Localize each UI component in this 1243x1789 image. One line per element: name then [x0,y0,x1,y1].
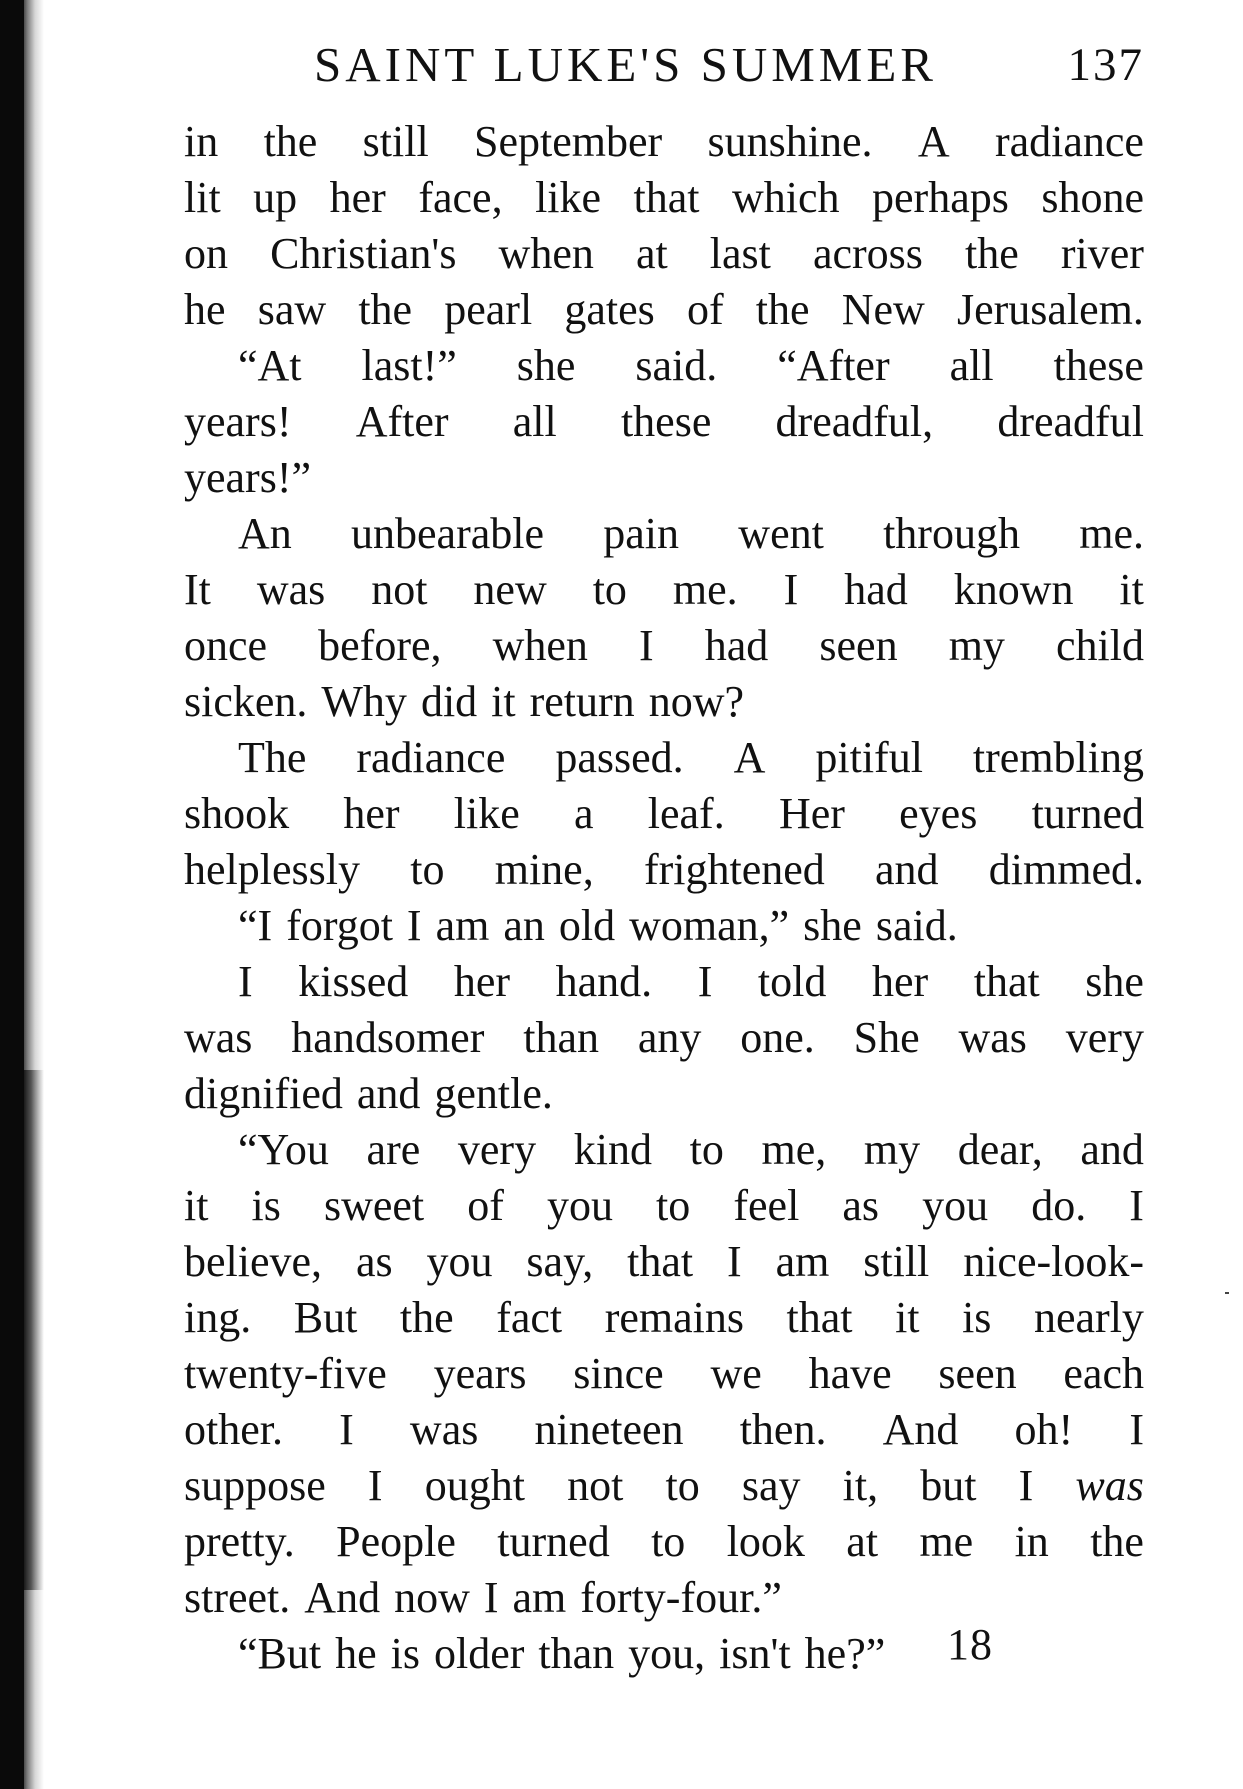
running-title: SAINT LUKE'S SUMMER [314,37,937,92]
word: saw [257,285,327,334]
text-line [184,1626,1144,1682]
word: before, [318,621,442,670]
word: it [895,1293,920,1342]
word: did [420,677,478,726]
word: dear, [957,1125,1043,1174]
word: But [293,1293,358,1342]
word: shook [184,789,290,838]
word: now [394,1573,470,1622]
running-head [184,30,1144,100]
word: but [920,1461,977,1510]
word: nineteen [534,1405,684,1454]
word: it [1119,565,1144,614]
word: said. [875,901,958,950]
word: the [1090,1517,1144,1566]
word: said. [635,341,718,390]
word: leaf. [647,789,725,838]
word: Her [778,789,845,838]
word: child [1056,621,1144,670]
word: an [503,901,545,950]
word: the [263,117,318,166]
word: me. [1079,509,1144,558]
word: People [336,1517,456,1566]
word: me [919,1517,974,1566]
word: at [846,1517,879,1566]
word: to [651,1517,686,1566]
text-line [184,1570,1144,1626]
word: she [803,901,862,950]
text-line [184,338,1144,394]
word: face, [418,173,503,222]
word: I [406,901,422,950]
text-line [184,1514,1144,1570]
word: when [492,621,588,670]
word: up [253,173,298,222]
word: last!” [361,341,457,390]
text-line [184,786,1144,842]
word: not [371,565,428,614]
word: the [399,1293,454,1342]
word: am [512,1573,567,1622]
word: handsomer [291,1013,485,1062]
word: was [1075,1461,1144,1510]
word: do. [1031,1181,1087,1230]
word: went [738,509,824,558]
word: I [639,621,654,670]
word: trembling [972,733,1144,782]
word: September [474,117,663,166]
word: “After [777,341,890,390]
word: through [883,509,1020,558]
word: is [390,1629,420,1678]
word: a [574,789,594,838]
word: hand. [555,957,653,1006]
word: Christian's [270,229,457,278]
word: now? [648,677,744,726]
text-line [184,282,1144,338]
word: kissed [298,957,409,1006]
word: was [409,1405,479,1454]
word: it, [842,1461,879,1510]
word: believe, [184,1237,323,1286]
word: to [689,1125,724,1174]
text-line [184,1178,1144,1234]
text-line [184,506,1144,562]
word: was [184,1013,253,1062]
word: are [366,1125,421,1174]
word: it [184,1181,209,1230]
word: one. [740,1013,815,1062]
word: still [863,1237,930,1286]
word: not [567,1461,624,1510]
word: the [965,229,1019,278]
page-binding-shadow-lower [24,1070,44,1590]
word: look [726,1517,805,1566]
word: each [1063,1349,1144,1398]
word: older [434,1629,525,1678]
word: I [1129,1181,1144,1230]
word: “I [238,901,273,950]
text-line [184,170,1144,226]
text-line [184,618,1144,674]
word: to [410,845,445,894]
word: ought [424,1461,525,1510]
word: I [238,957,253,1006]
text-line [184,114,1144,170]
word: at [635,229,668,278]
word: and [356,1069,421,1118]
word: Why [321,677,407,726]
word: An [238,509,292,558]
word: still [362,117,429,166]
word: The [238,733,307,782]
word: old [558,901,616,950]
word: had [844,565,908,614]
text-line [184,226,1144,282]
word: new [473,565,547,614]
word: “But [238,1629,322,1678]
word: And [304,1573,381,1622]
word: years [433,1349,527,1398]
word: you [922,1181,989,1230]
word: A [917,117,950,166]
word: is [962,1293,992,1342]
word: fact [496,1293,563,1342]
word: was [256,565,326,614]
text-line [184,674,1144,730]
word: New [841,285,925,334]
word: I [1018,1461,1034,1510]
text-line [184,954,1144,1010]
word: was [958,1013,1027,1062]
word: I [727,1237,742,1286]
word: pretty. [184,1517,295,1566]
word: ing. [184,1293,252,1342]
word: any [637,1013,702,1062]
word: all [949,341,994,390]
word: perhaps [872,173,1009,222]
word: river [1060,229,1144,278]
text-line [184,1234,1144,1290]
word: and [1080,1125,1144,1174]
word: the [358,285,413,334]
word: sicken. [184,677,308,726]
word: is [251,1181,281,1230]
page-number: 137 [1067,39,1144,91]
word: of [467,1181,504,1230]
word: remains [604,1293,744,1342]
word: when [498,229,594,278]
text-line [184,1402,1144,1458]
word: passed. [555,733,684,782]
word: on [184,229,228,278]
word: say [741,1461,801,1510]
word: had [704,621,769,670]
word: And [882,1405,959,1454]
word: feel [733,1181,800,1230]
word: in [1014,1517,1049,1566]
word: all [512,397,557,446]
word: like [535,173,602,222]
word: twenty-five [184,1349,387,1398]
word: years! [184,397,292,446]
word: forty-four.” [580,1573,782,1622]
margin-mark [1225,1292,1229,1294]
word: you [546,1181,613,1230]
word: unbearable [351,509,545,558]
word: turned [497,1517,610,1566]
word: pain [603,509,680,558]
word: her [343,789,400,838]
text-line [184,394,1144,450]
word: have [808,1349,892,1398]
word: eyes [899,789,978,838]
word: he [335,1629,377,1678]
word: he [184,285,226,334]
word: you, [628,1629,706,1678]
word: as [842,1181,880,1230]
word: Jerusalem. [956,285,1144,334]
word: then. [739,1405,827,1454]
word: say, [526,1237,594,1286]
text-line [184,1066,1144,1122]
word: gentle. [434,1069,553,1118]
word: to [656,1181,691,1230]
word: seen [819,621,898,670]
word: in [184,117,219,166]
word: She [853,1013,920,1062]
word: that [973,957,1040,1006]
word: than [523,1013,599,1062]
word: dimmed. [988,845,1144,894]
word: suppose [184,1461,326,1510]
word: last [709,229,771,278]
word: my [863,1125,921,1174]
word: the [755,285,810,334]
word: we [710,1349,762,1398]
text-line [184,842,1144,898]
text-line [184,1010,1144,1066]
word: kind [573,1125,652,1174]
word: that [633,173,700,222]
word: I [483,1573,499,1622]
word: her [329,173,386,222]
word: pearl [444,285,533,334]
word: her [871,957,929,1006]
text-line [184,1346,1144,1402]
text-line [184,1290,1144,1346]
word: “At [238,341,302,390]
word: dignified [184,1069,343,1118]
word: am [775,1237,830,1286]
word: return [529,677,635,726]
word: sunshine. [707,117,873,166]
page-binding-edge [0,0,24,1789]
word: these [1053,341,1144,390]
word: which [732,173,840,222]
word: since [573,1349,664,1398]
word: very [457,1125,537,1174]
word: dreadful, [775,397,934,446]
word: years!” [184,453,312,502]
word: nearly [1033,1293,1144,1342]
word: very [1065,1013,1144,1062]
word: seen [938,1349,1017,1398]
word: frightened [643,845,825,894]
word: mine, [494,845,594,894]
word: forgot [286,901,393,950]
text-line [184,898,1144,954]
word: across [812,229,923,278]
word: my [948,621,1005,670]
word: I [697,957,713,1006]
word: oh! [1014,1405,1074,1454]
word: It [184,565,211,614]
word: I [367,1461,383,1510]
word: she [1085,957,1144,1006]
word: her [453,957,510,1006]
word: to [592,565,627,614]
word: gates [564,285,655,334]
word: isn't [719,1629,791,1678]
signature-mark: 18 [947,1620,993,1669]
word: like [453,789,520,838]
word: street. [184,1573,291,1622]
word: to [665,1461,700,1510]
word: sweet [323,1181,425,1230]
word: A [733,733,766,782]
word: as [355,1237,393,1286]
word: radiance [356,733,506,782]
word: I [783,565,799,614]
word: these [620,397,712,446]
word: nice-look- [963,1237,1144,1286]
word: it [491,677,516,726]
word: lit [184,173,221,222]
word: me, [761,1125,827,1174]
word: me. [672,565,738,614]
word: helplessly [184,845,360,894]
body-text [184,114,1144,1682]
word: you [426,1237,493,1286]
word: I [1129,1405,1144,1454]
word: he?” [804,1629,886,1678]
text-line [184,1458,1144,1514]
word: turned [1031,789,1144,838]
word: once [184,621,268,670]
word: and [875,845,939,894]
word: told [757,957,827,1006]
word: woman,” [629,901,790,950]
word: pitiful [815,733,923,782]
word: known [953,565,1074,614]
text-line [184,450,1144,506]
text-line [184,730,1144,786]
word: than [538,1629,615,1678]
word: shone [1041,173,1144,222]
text-line [184,562,1144,618]
word: radiance [994,117,1144,166]
word: am [435,901,490,950]
word: of [686,285,724,334]
word: that [627,1237,694,1286]
text-line [184,1122,1144,1178]
word: I [339,1405,354,1454]
word: “You [238,1125,329,1174]
word: After [355,397,449,446]
word: dreadful [997,397,1144,446]
word: she [516,341,576,390]
word: other. [184,1405,283,1454]
word: that [786,1293,853,1342]
